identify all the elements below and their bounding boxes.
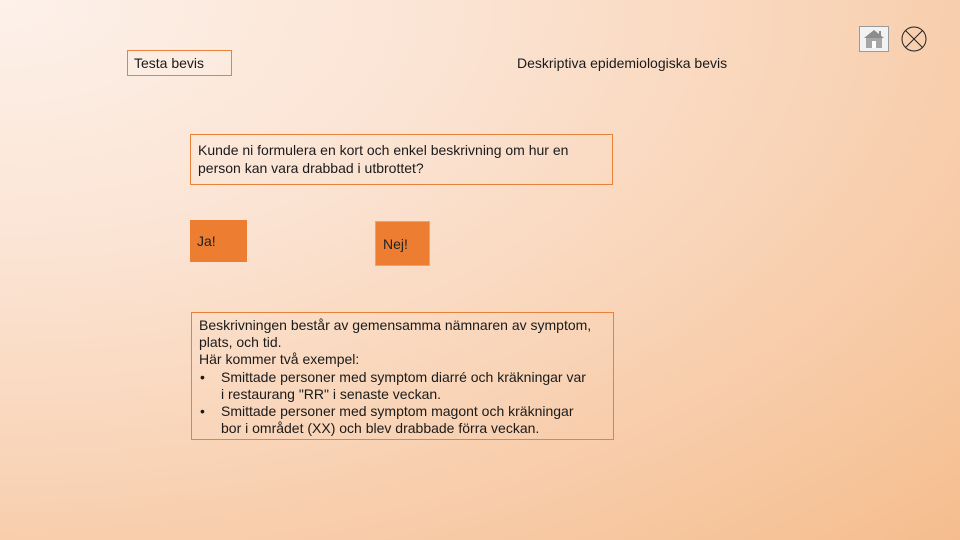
- list-item: [199, 369, 606, 403]
- examples-list: [199, 369, 606, 438]
- section-title: Deskriptiva epidemiologiska bevis: [517, 55, 728, 71]
- list-item: [199, 403, 606, 437]
- close-icon: [901, 26, 927, 52]
- answer-intro-line-1: Beskrivningen består av gemensamma nämnaren av symptom,: [199, 317, 592, 333]
- yes-button[interactable]: Ja!: [190, 220, 247, 262]
- example-1-line-1: Smittade personer med symptom diarré och kräkningar var: [221, 368, 586, 385]
- answer-box: [191, 312, 614, 440]
- bullet-icon: •: [200, 368, 205, 385]
- answer-intro-line-2: plats, och tid.: [199, 334, 282, 351]
- example-2-line-2: bor i området (XX) och blev drabbade förra veckan.: [221, 420, 540, 437]
- bullet-icon: •: [200, 403, 205, 420]
- example-2-line-1: Smittade personer med symptom magont och kräkningar: [221, 403, 574, 420]
- example-1-line-2: i restaurang "RR" i senaste veckan.: [221, 385, 442, 402]
- question-line-1: Kunde ni formulera en kort och enkel beskrivning om hur en: [198, 142, 569, 158]
- test-evidence-label: Testa bevis: [127, 50, 232, 76]
- no-button[interactable]: Nej!: [375, 221, 430, 266]
- question-box: [190, 134, 613, 185]
- examples-heading: Här kommer två exempel:: [199, 351, 360, 368]
- close-button[interactable]: [901, 26, 927, 52]
- home-button[interactable]: [859, 26, 889, 52]
- question-line-2: person kan vara drabbad i utbrottet?: [198, 160, 424, 176]
- home-icon: [860, 27, 888, 51]
